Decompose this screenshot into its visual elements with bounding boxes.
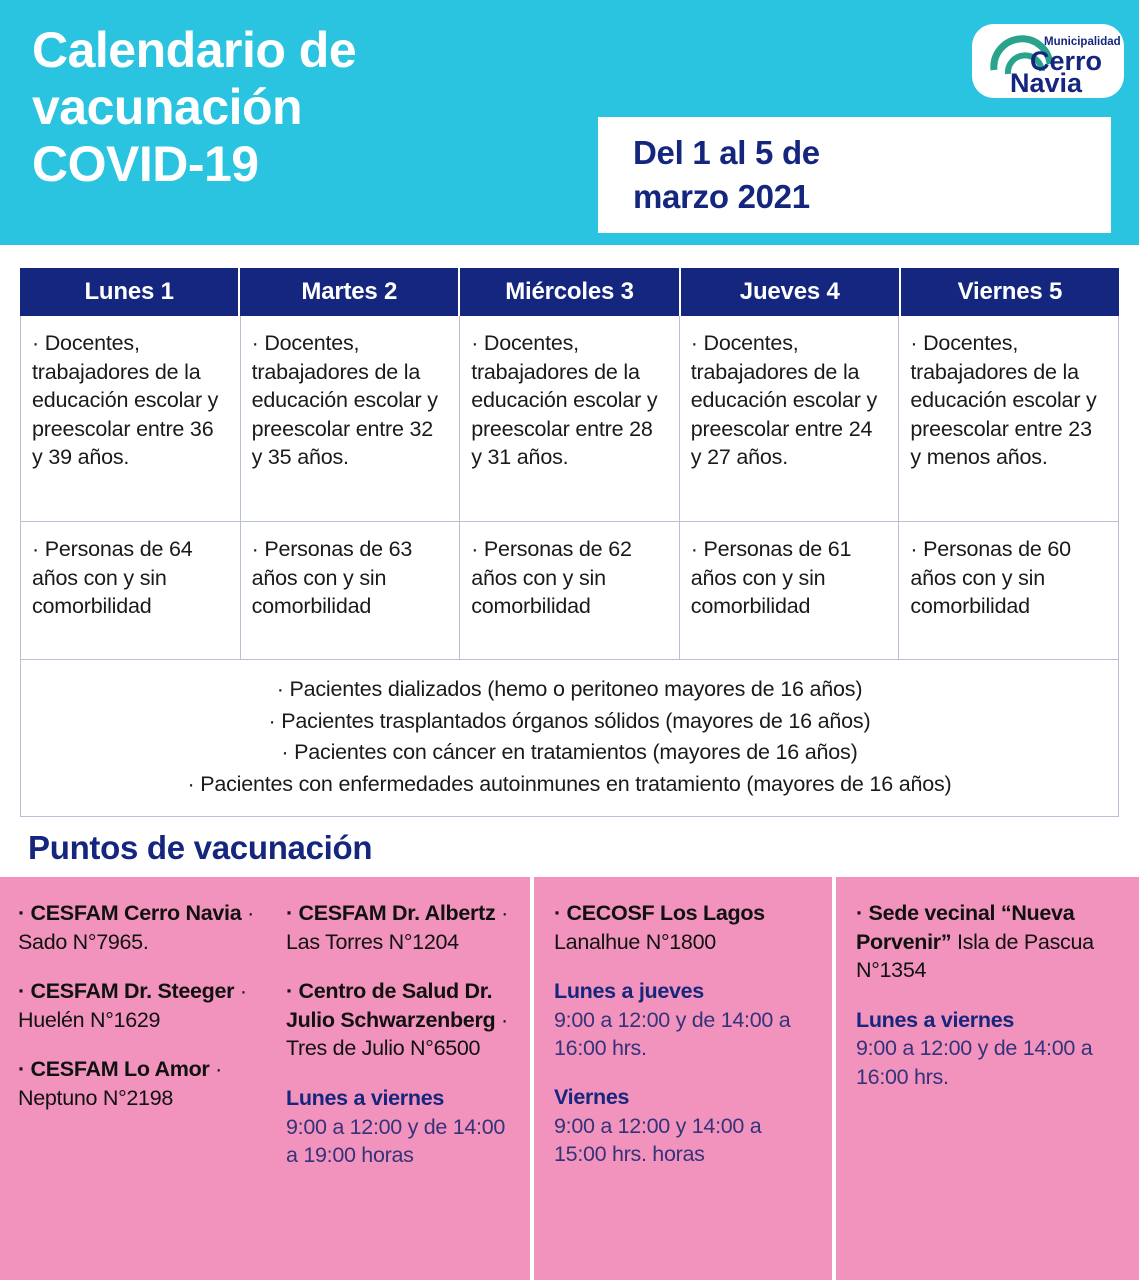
date-range-box	[598, 117, 1111, 233]
table-cell: · Docentes, trabajadores de la educación escolar y preescolar entre 28 y 31 años.	[460, 316, 680, 521]
vaccination-calendar-table	[20, 268, 1119, 817]
vaccination-point-name: · Sede vecinal “Nueva Porvenir”	[856, 901, 1075, 954]
calendar-day-header-viernes: Viernes 5	[957, 278, 1063, 305]
vaccination-point-name: · CESFAM Cerro Navia	[18, 901, 242, 925]
calendar-day-header-miercoles: Miércoles 3	[460, 268, 680, 316]
vaccination-point	[18, 1055, 266, 1112]
vaccination-point-address: · Huelén N°1629	[18, 979, 247, 1032]
table-cell: · Docentes, trabajadores de la educación escolar y preescolar entre 23 y menos años.	[910, 331, 1097, 470]
calendar-header-row	[20, 268, 1119, 316]
vaccination-point	[286, 977, 514, 1063]
table-cell: · Docentes, trabajadores de la educación escolar y preescolar entre 36 y 39 años.	[21, 316, 241, 521]
table-cell: · Docentes, trabajadores de la educación escolar y preescolar entre 24 y 27 años.	[680, 316, 900, 521]
svg-text:Navia: Navia	[1010, 68, 1083, 98]
vaccination-point-schedule	[554, 977, 816, 1063]
vaccination-points-column-1	[0, 877, 272, 1280]
vaccination-point-address: · Sado N°7965.	[18, 901, 254, 954]
page-title	[32, 22, 592, 193]
vaccination-point-address: Lanalhue N°1800	[554, 929, 716, 954]
date-range-line-1: Del 1 al 5 de	[633, 133, 820, 171]
calendar-note-item: · Pacientes dializados (hemo o peritoneo mayores de 16 años)	[276, 677, 863, 701]
calendar-row-elderly	[21, 522, 1118, 660]
calendar-row-teachers	[21, 316, 1118, 522]
calendar-day-header-jueves: Jueves 4	[681, 268, 901, 316]
schedule-days: Lunes a viernes	[286, 1085, 445, 1110]
calendar-note-item: · Pacientes con enfermedades autoinmunes en tratamiento (mayores de 16 años)	[187, 771, 952, 796]
vaccination-point-address: Isla de Pascua N°1354	[856, 929, 1094, 983]
svg-text:Municipalidad: Municipalidad	[1044, 36, 1121, 48]
vaccination-points-column-2	[272, 877, 534, 1280]
page-title-line-1: Calendario de	[32, 22, 357, 78]
schedule-hours: 9:00 a 12:00 y de 14:00 a 16:00 hrs.	[554, 1007, 791, 1061]
vaccination-point-schedule	[856, 1006, 1123, 1092]
vaccination-points-column-3	[534, 877, 836, 1280]
vaccination-point-schedule	[286, 1084, 514, 1170]
vaccination-point	[856, 899, 1123, 985]
calendar-note-item: · Pacientes trasplantados órganos sólidos (mayores de 16 años)	[268, 708, 871, 733]
schedule-hours: 9:00 a 12:00 y de 14:00 a 16:00 hrs.	[856, 1036, 1093, 1089]
table-cell: · Personas de 62 años con y sin comorbilidad	[460, 522, 680, 659]
vaccination-point	[286, 899, 514, 956]
schedule-days: Viernes	[554, 1084, 630, 1109]
calendar-notes-row	[21, 660, 1118, 816]
calendar-day-header-martes: Martes 2	[240, 268, 460, 316]
vaccination-point-address: · Tres de Julio N°6500	[286, 1007, 508, 1061]
page-header	[0, 0, 1139, 245]
schedule-days: Lunes a jueves	[554, 979, 704, 1004]
schedule-hours: 9:00 a 12:00 y 14:00 a 15:00 hrs. horas	[554, 1113, 762, 1167]
calendar-day-header-lunes: Lunes 1	[20, 268, 240, 316]
vaccination-point-name: · CESFAM Lo Amor	[18, 1057, 210, 1082]
vaccination-point-name: · CECOSF Los Lagos	[554, 901, 765, 925]
table-cell: · Personas de 61 años con y sin comorbilidad	[680, 522, 900, 659]
vaccination-points-column-4	[836, 877, 1139, 1280]
vaccination-points-title: Puntos de vacunación	[28, 829, 373, 866]
schedule-hours: 9:00 a 12:00 y de 14:00 a 19:00 horas	[286, 1114, 506, 1168]
date-range-line-2: marzo 2021	[633, 178, 810, 215]
vaccination-point	[18, 977, 266, 1034]
calendar-note-item: · Pacientes con cáncer en tratamientos (mayores de 16 años)	[281, 740, 858, 765]
schedule-days: Lunes a viernes	[856, 1007, 1015, 1032]
vaccination-point-address: · Neptuno N°2198	[18, 1057, 223, 1110]
vaccination-point-name: · CESFAM Dr. Albertz	[286, 901, 496, 925]
vaccination-point	[18, 899, 266, 956]
vaccination-point-name: · Centro de Salud Dr. Julio Schwarzenberg	[286, 979, 496, 1032]
vaccination-point-name: · CESFAM Dr. Steeger	[18, 979, 235, 1004]
table-cell: · Docentes, trabajadores de la educación escolar y preescolar entre 32 y 35 años.	[241, 316, 461, 521]
municipality-logo	[972, 18, 1124, 104]
table-cell: · Personas de 64 años con y sin comorbilidad	[21, 522, 241, 659]
table-cell: · Personas de 63 años con y sin comorbilidad	[241, 522, 461, 659]
page-title-line-3: COVID-19	[32, 136, 259, 192]
vaccination-point	[554, 899, 816, 956]
calendar-body	[20, 316, 1119, 817]
vaccination-points-section	[0, 877, 1139, 1280]
vaccination-point-schedule	[554, 1083, 816, 1169]
svg-text:Cerro: Cerro	[1030, 46, 1103, 76]
table-cell: · Personas de 60 años con y sin comorbilidad	[910, 537, 1071, 619]
page-title-line-2: vacunación	[32, 79, 303, 135]
vaccination-point-address: · Las Torres N°1204	[286, 901, 508, 954]
